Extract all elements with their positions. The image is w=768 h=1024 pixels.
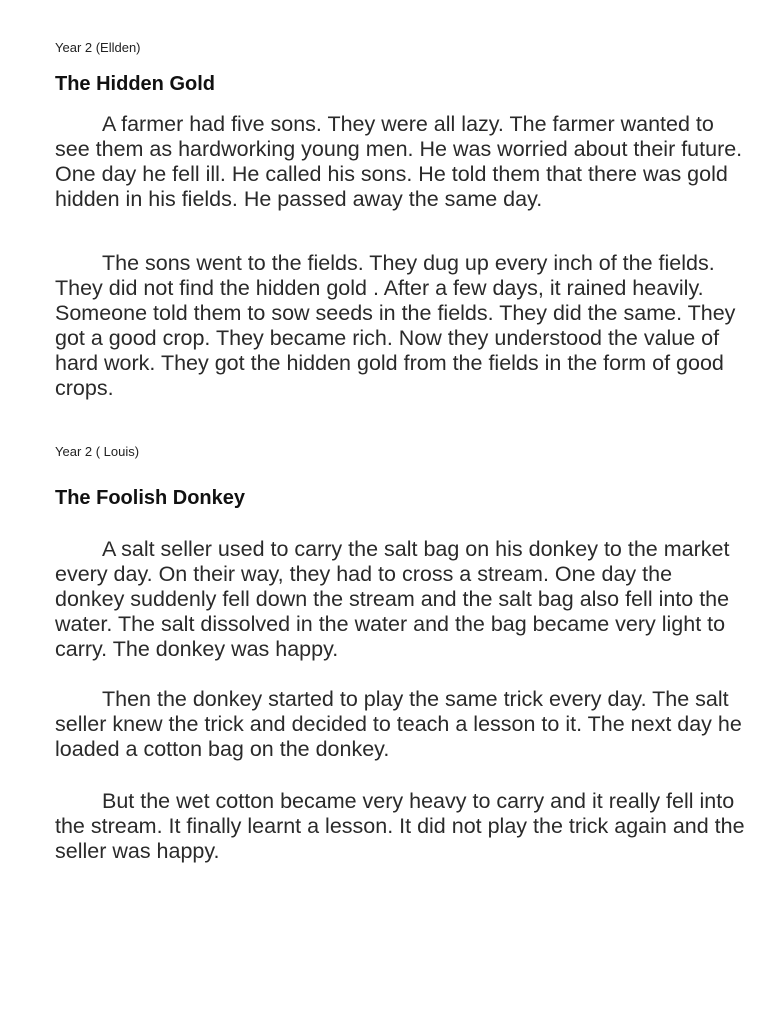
story-2-paragraph-2: Then the donkey started to play the same trick every day. The salt seller knew the trick and decided to teach a lesson to it. The next day he loaded a cotton bag on the donkey.	[55, 687, 742, 761]
story-1-title: The Hidden Gold	[55, 73, 215, 95]
story-2-title: The Foolish Donkey	[55, 487, 246, 509]
story-1-author-label: Year 2 (Ellden)	[55, 40, 141, 55]
story-1-paragraph-1: A farmer had five sons. They were all lazy. The farmer wanted to see them as hardworking young men. He was worried about their future. One day he fell ill. He called his sons. He told them that there was gold hidden in his fields. He passed away the same day.	[55, 112, 743, 211]
story-2-paragraph-3: But the wet cotton became very heavy to carry and it really fell into the stream. It finally learnt a lesson. It did not play the trick again and the seller was happy.	[55, 789, 745, 863]
story-1-paragraph-2: The sons went to the fields. They dug up every inch of the fields. They did not find the hidden gold . After a few days, it rained heavily. Someone told them to sow seeds in the fields. They did the same. They got a good crop. They became rich. Now they understood the value of hard work. They got the hidden gold from the fields in the form of good crops.	[55, 251, 736, 400]
story-2-paragraph-1: A salt seller used to carry the salt bag on his donkey to the market every day. On their way, they had to cross a stream. One day the donkey suddenly fell down the stream and the salt bag also fell into the water. The salt dissolved in the water and the bag became very light to carry. The donkey was happy.	[55, 537, 730, 661]
story-2-author-label: Year 2 ( Louis)	[55, 444, 140, 459]
